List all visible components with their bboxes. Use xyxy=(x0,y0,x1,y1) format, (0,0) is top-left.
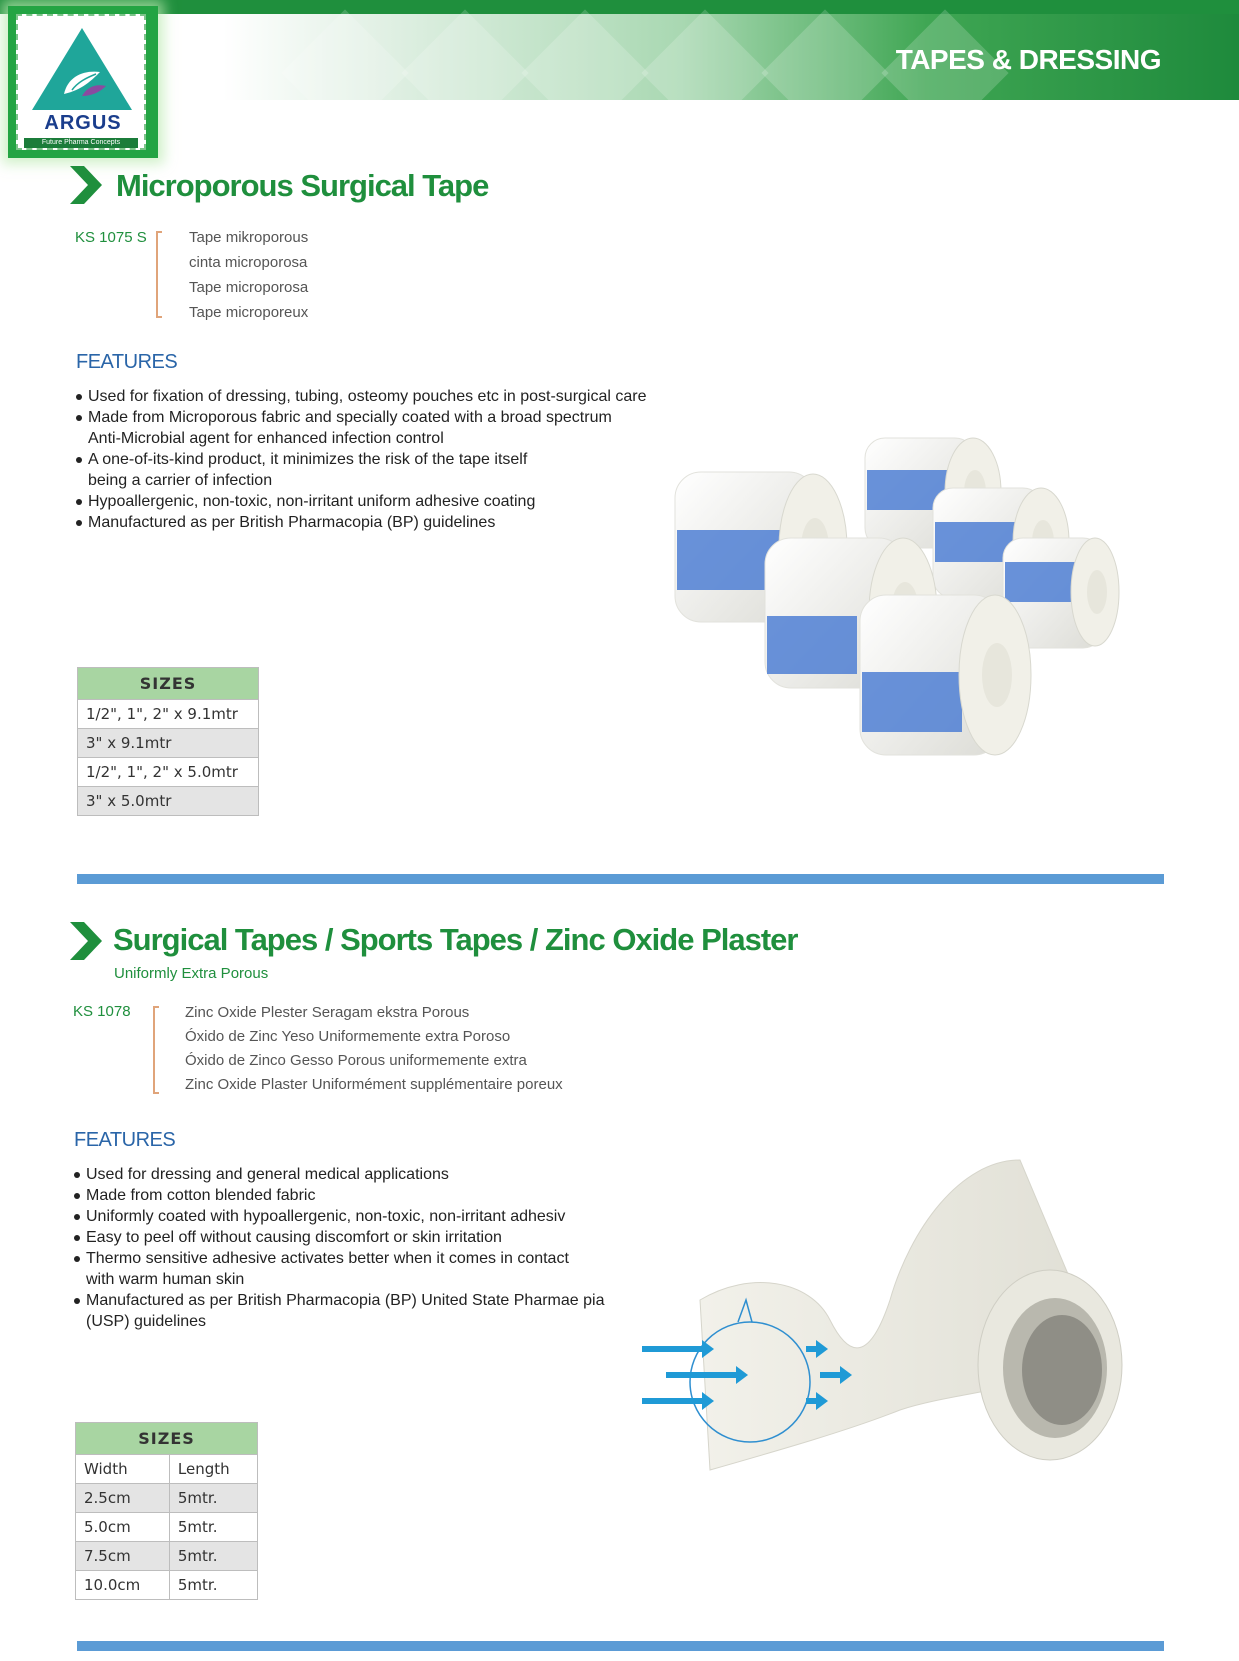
translation-item: Tape mikroporous xyxy=(189,229,309,246)
sizes-heading: SIZES xyxy=(76,1423,258,1455)
translation-item: Zinc Oxide Plester Seragam ekstra Porous xyxy=(185,1004,470,1021)
microporous-tape-rolls-image xyxy=(655,420,1125,800)
size-cell: 1/2", 1", 2" x 5.0mtr xyxy=(78,758,259,787)
feature-item: Hypoallergenic, non-toxic, non-irritant uniform adhesive coating xyxy=(76,491,666,512)
decor-diamond xyxy=(281,9,408,100)
size-cell: 3" x 5.0mtr xyxy=(78,787,259,816)
category-title: TAPES & DRESSING xyxy=(895,44,1161,75)
size-length-cell: 5mtr. xyxy=(169,1513,257,1542)
sizes-table xyxy=(75,1422,258,1600)
feature-item: Uniformly coated with hypoallergenic, non-toxic, non-irritant adhesiv xyxy=(74,1206,614,1227)
size-length-cell: 5mtr. xyxy=(169,1571,257,1600)
feature-item: Used for dressing and general medical applications xyxy=(74,1164,614,1185)
chevron-right-icon xyxy=(70,166,102,204)
bracket-divider xyxy=(153,1006,159,1094)
section-title-surgical-tapes: Surgical Tapes / Sports Tapes / Zinc Oxide Plaster xyxy=(113,922,798,957)
brand-logo xyxy=(8,6,158,158)
decor-diamond xyxy=(401,9,528,100)
feature-item: Thermo sensitive adhesive activates better when it comes in contact with warm human skin xyxy=(74,1248,596,1290)
size-width-cell: 7.5cm xyxy=(76,1542,170,1571)
features-heading: FEATURES xyxy=(76,351,178,373)
zinc-oxide-plaster-roll-image xyxy=(630,1150,1150,1490)
translation-list xyxy=(189,225,308,325)
feature-item: Made from Microporous fabric and specially coated with a broad spectrum Anti-Microbial agent for enhanced infection control xyxy=(76,407,648,449)
size-length-cell: 5mtr. xyxy=(169,1484,257,1513)
features-list xyxy=(74,1164,614,1332)
column-header-length: Length xyxy=(169,1455,257,1484)
size-cell: 1/2", 1", 2" x 9.1mtr xyxy=(78,700,259,729)
features-list xyxy=(76,386,666,533)
section-title-microporous: Microporous Surgical Tape xyxy=(116,168,489,203)
translation-item: Óxido de Zinc Yeso Uniformemente extra Poroso xyxy=(185,1028,511,1045)
sizes-heading: SIZES xyxy=(78,668,259,700)
product-code: KS 1078 xyxy=(73,1003,131,1020)
decor-diamond xyxy=(521,9,648,100)
section-subtitle: Uniformly Extra Porous xyxy=(114,965,269,982)
chevron-right-icon xyxy=(70,922,102,960)
section-divider xyxy=(77,1641,1164,1651)
feature-item: Easy to peel off without causing discomfort or skin irritation xyxy=(74,1227,614,1248)
size-cell: 3" x 9.1mtr xyxy=(78,729,259,758)
logo-tagline: Future Pharma Concepts xyxy=(24,138,138,148)
translation-item: cinta microporosa xyxy=(189,254,308,271)
size-width-cell: 10.0cm xyxy=(76,1571,170,1600)
feature-item: Manufactured as per British Pharmacopia (BP) United State Pharmae pia (USP) guidelines xyxy=(74,1290,614,1332)
header-stripe xyxy=(0,0,1239,14)
decor-diamond xyxy=(761,9,888,100)
feature-item: A one-of-its-kind product, it minimizes the risk of the tape itself being a carrier of infection xyxy=(76,449,568,491)
column-header-width: Width xyxy=(76,1455,170,1484)
translation-item: Tape microporosa xyxy=(189,279,309,296)
translation-item: Óxido de Zinco Gesso Porous uniformemente extra xyxy=(185,1052,527,1069)
logo-frame xyxy=(16,14,146,150)
decor-diamond xyxy=(641,9,768,100)
feature-item: Manufactured as per British Pharmacopia (BP) guidelines xyxy=(76,512,666,533)
section-divider xyxy=(77,874,1164,884)
sizes-table xyxy=(77,667,259,816)
triangle-leaf-icon xyxy=(24,24,140,114)
feature-item: Made from cotton blended fabric xyxy=(74,1185,614,1206)
bracket-divider xyxy=(156,231,162,318)
size-width-cell: 5.0cm xyxy=(76,1513,170,1542)
translation-item: Zinc Oxide Plaster Uniformément supplémentaire poreux xyxy=(185,1076,563,1093)
feature-item: Used for fixation of dressing, tubing, osteomy pouches etc in post-surgical care xyxy=(76,386,666,407)
header-band xyxy=(0,0,1239,100)
translation-list xyxy=(185,1001,563,1097)
features-heading: FEATURES xyxy=(74,1129,176,1151)
size-length-cell: 5mtr. xyxy=(169,1542,257,1571)
logo-brand-name: ARGUS xyxy=(44,112,122,134)
size-width-cell: 2.5cm xyxy=(76,1484,170,1513)
translation-item: Tape microporeux xyxy=(189,304,309,321)
product-code: KS 1075 S xyxy=(75,229,147,246)
